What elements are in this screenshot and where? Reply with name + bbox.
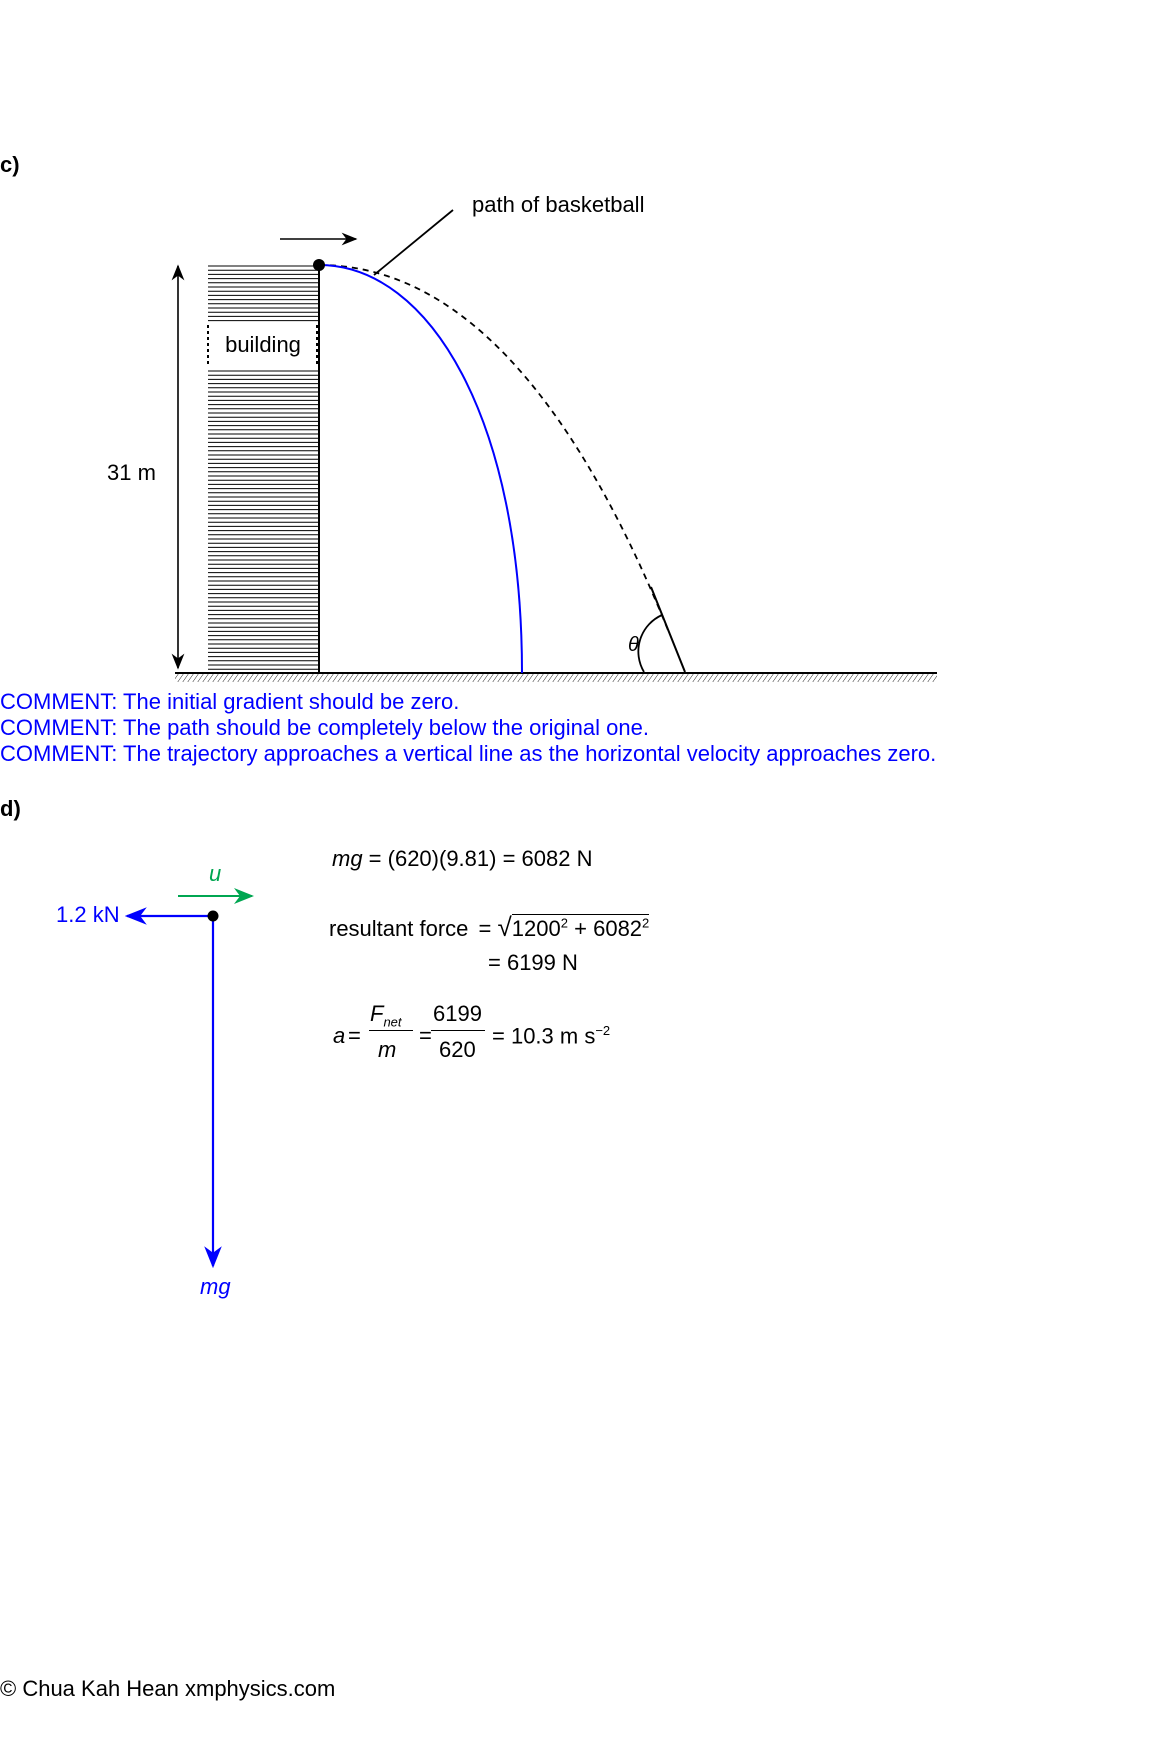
part-d-heading: d) xyxy=(0,796,21,821)
velocity-label: u xyxy=(209,861,222,886)
equation-weight: mg = (620)(9.81) = 6082 N xyxy=(332,846,593,871)
equation-resultant-value: = 6199 N xyxy=(488,950,578,975)
angle-arc xyxy=(638,615,662,672)
comment-2: COMMENT: The path should be completely below the original one. xyxy=(0,715,649,740)
comment-3: COMMENT: The trajectory approaches a vertical line as the horizontal velocity approaches zero. xyxy=(0,741,937,766)
part-c-heading: c) xyxy=(0,152,20,177)
angle-label: θ xyxy=(628,634,639,656)
weight-label: mg xyxy=(200,1274,231,1299)
comment-1: COMMENT: The initial gradient should be zero. xyxy=(0,689,460,714)
ground xyxy=(175,673,937,682)
building-label: building xyxy=(225,332,301,357)
height-label: 31 m xyxy=(107,460,156,485)
body-point xyxy=(208,911,219,922)
launch-point xyxy=(313,259,325,271)
footer-copyright: © Chua Kah Hean xmphysics.com xyxy=(0,1676,336,1701)
building xyxy=(208,263,319,672)
equation-acceleration: a = $F_{net}$ m = 6199 620 = 10.3 m $s^{-2}$ xyxy=(333,1001,611,1062)
air-resistance-label: 1.2 kN xyxy=(56,902,120,927)
equation-resultant: resultant force = √1200$^2$ + 6082$^2$ xyxy=(329,912,650,942)
path-label-pointer xyxy=(374,210,453,275)
original-path xyxy=(319,265,668,630)
path-label: path of basketball xyxy=(472,192,645,217)
tangent-line xyxy=(651,587,685,672)
projectile-diagram xyxy=(0,0,1166,700)
new-path xyxy=(319,265,522,673)
